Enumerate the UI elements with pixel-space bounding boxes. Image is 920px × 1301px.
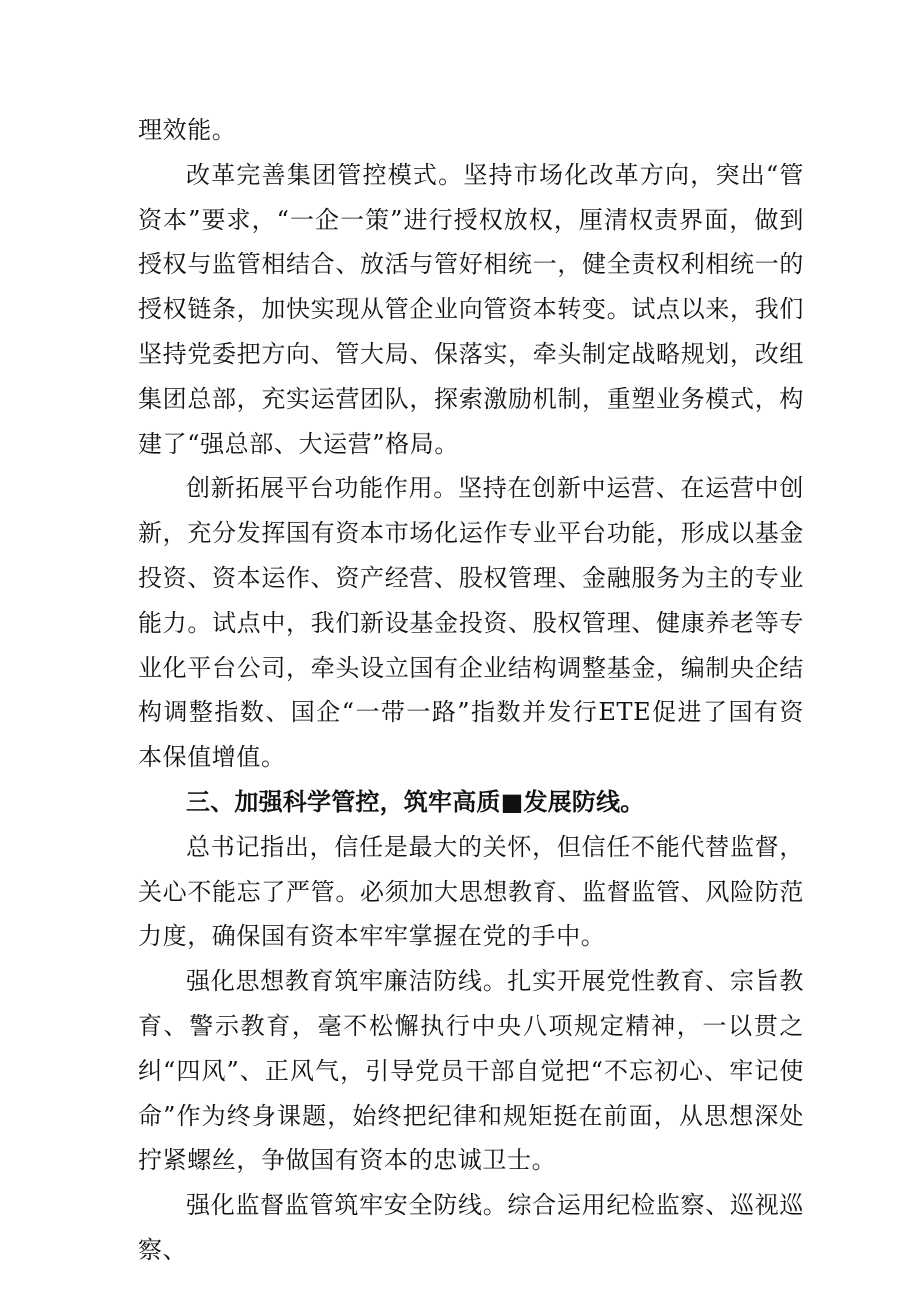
paragraph-group-control: 改革完善集团管控模式。坚持市场化改革方向，突出“管资本”要求，“一企一策”进行授权放权，厘清权责界面，做到授权与监管相结合、放活与管好相统一，健全责权利相统一的授权链条，加快实现从管企业向管资本转变。试点以来，我们坚持党委把方向、管大局、保落实，牵头制定战略规划，改组集团总部，充实运营团队，探索激励机制，重塑业务模式，构建了“强总部、大运营”格局。 (138, 160, 804, 458)
paragraph-platform-function: 创新拓展平台功能作用。坚持在创新中运营、在运营中创新，充分发挥国有资本市场化运作专业平台功能，形成以基金投资、资本运作、资产经营、股权管理、金融服务为主的专业能力。试点中，我们新设基金投资、股权管理、健康养老等专业化平台公司，牵头设立国有企业结构调整基金，编制央企结构调整指数、国企“一带一路”指数并发行ETE促进了国有资本保值增值。 (138, 474, 804, 772)
paragraph-supervision-safety: 强化监督监管筑牢安全防线。综合运用纪检监察、巡视巡察、 (138, 1191, 804, 1264)
paragraph-continuation: 理效能。 (138, 116, 237, 144)
document-body (138, 108, 804, 1273)
section-heading-three: 三、加强科学管控，筑牢高质■发展防线。 (186, 787, 645, 816)
paragraph-ideological-education: 强化思想教育筑牢廉洁防线。扎实开展党性教育、宗旨教育、警示教育，毫不松懈执行中央八项规定精神，一以贯之纠“四风”、正风气，引导党员干部自觉把“不忘初心、牢记使命”作为终身课题，始终把纪律和规矩挺在前面，从思想深处拧紧螺丝，争做国有资本的忠诚卫士。 (138, 967, 804, 1175)
paragraph-supervision-quote: 总书记指出，信任是最大的关怀，但信任不能代替监督，关心不能忘了严管。必须加大思想教育、监督监管、风险防范力度，确保国有资本牢牢掌握在党的手中。 (138, 832, 804, 951)
